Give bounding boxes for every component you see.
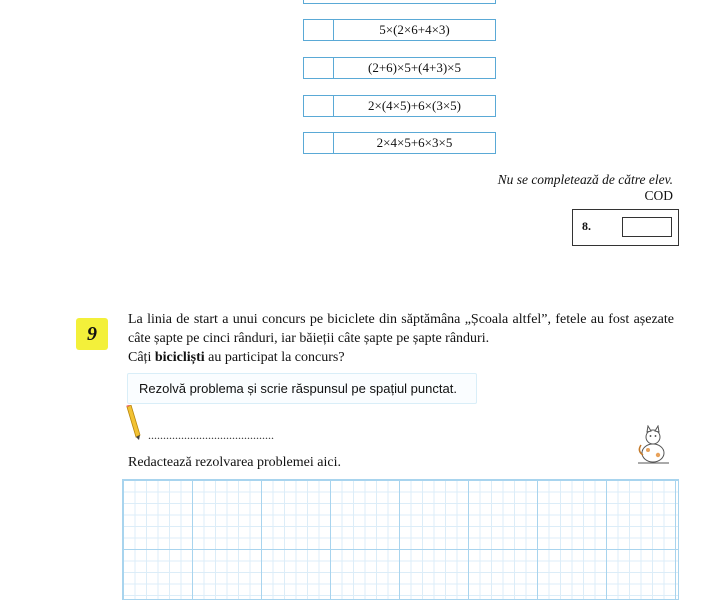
option-row (303, 95, 496, 117)
problem-question: Câți bicicliști au participat la concurs? (128, 350, 345, 365)
option-expression: 2×4×5+6×3×5 (376, 135, 453, 150)
problem-number: 9 (87, 322, 97, 345)
cod-label: COD (644, 188, 673, 203)
option-expression: (2+6)×5+(4+3)×5 (368, 60, 461, 75)
option-row (303, 132, 496, 154)
option-expression: 2×(4×5)+6×(3×5) (368, 98, 461, 113)
problem-text: La linia de start a unui concurs pe biciclete din săptămâna „Școala altfel”, fetele au fost așezate câte șapte pe cinci rânduri, iar băieții câte șapte pe șapte rânduri. (128, 312, 674, 346)
pencil-icon (124, 405, 142, 441)
problem-statement (128, 310, 674, 367)
grader-note: Nu se completează de către elev. (497, 172, 673, 187)
option-checkbox[interactable] (304, 96, 334, 116)
previous-option-box (303, 0, 496, 4)
redact-label: Redactează rezolvarea problemei aici. (128, 455, 341, 470)
code-box (572, 209, 679, 246)
problem-number-badge (76, 318, 108, 350)
answer-line[interactable]: .......................................... (148, 428, 274, 442)
option-checkbox[interactable] (304, 133, 334, 153)
option-expression: 5×(2×6+4×3) (379, 22, 450, 37)
instruction-box: Rezolvă problema și scrie răspunsul pe spațiul punctat. (127, 373, 477, 404)
item-number: 8. (582, 219, 591, 233)
option-checkbox[interactable] (304, 58, 334, 78)
option-checkbox[interactable] (304, 20, 334, 40)
code-field[interactable] (622, 217, 672, 237)
question-keyword: bicicliști (154, 350, 205, 365)
option-row (303, 19, 496, 41)
cat-illustration-icon (633, 425, 673, 465)
option-row (303, 57, 496, 79)
answer-grid[interactable] (122, 479, 679, 600)
